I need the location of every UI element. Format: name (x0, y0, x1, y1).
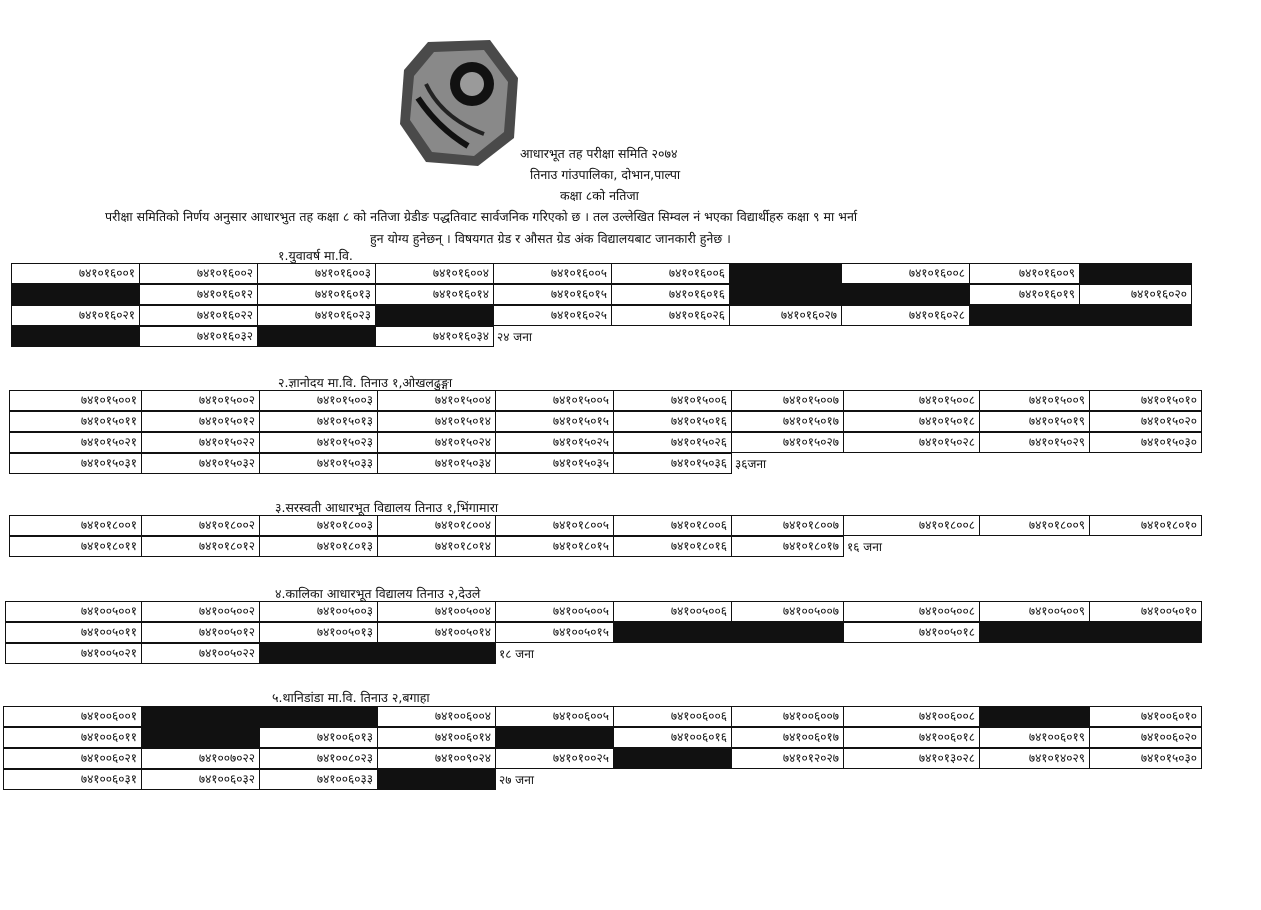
symbol-number-cell: ७४१०१३०२८ (843, 748, 980, 769)
blank-cell (979, 706, 1090, 727)
symbol-number-cell: ७४१०१८००९ (979, 515, 1090, 536)
symbol-number-cell: ७४१०१५०११ (9, 411, 142, 432)
symbol-number-cell: ७४१०१६०१४ (375, 284, 494, 305)
section-title-1: १.युवावर्ष मा.वि. (278, 248, 353, 263)
symbol-number-cell: ७४१०१८०१४ (377, 536, 496, 557)
symbol-number-cell: ७४१०१५०१४ (377, 411, 496, 432)
symbol-number-cell: ७४१०१६००८ (841, 263, 970, 284)
blank-cell (495, 727, 614, 748)
symbol-number-cell: ७४१००६००५ (495, 706, 614, 727)
symbol-number-cell: ७४१००५०१३ (259, 622, 378, 643)
symbol-number-cell: ७४१०१६०२७ (729, 305, 842, 326)
symbol-number-cell: ७४१००८०२३ (259, 748, 378, 769)
section-total: २४ जना (497, 330, 532, 344)
symbol-number-cell: ७४१०१५०१७ (731, 411, 844, 432)
symbol-number-cell: ७४१०१५०३४ (377, 453, 496, 474)
symbol-number-cell: ७४१०१६०१२ (139, 284, 258, 305)
blank-cell (729, 284, 842, 305)
symbol-number-cell: ७४१००५०१२ (141, 622, 260, 643)
symbol-number-cell: ७४१०१५०२९ (979, 432, 1090, 453)
symbol-number-cell: ७४१०१५००९ (979, 390, 1090, 411)
symbol-number-cell: ७४१०१६०१३ (257, 284, 376, 305)
symbol-number-cell: ७४१०१५०१५ (495, 411, 614, 432)
symbol-number-cell: ७४१००५००५ (495, 601, 614, 622)
symbol-number-cell: ७४१०१५००१ (9, 390, 142, 411)
blank-cell (377, 769, 496, 790)
symbol-number-cell: ७४१०१५०१२ (141, 411, 260, 432)
symbol-number-cell: ७४१००५००१ (5, 601, 142, 622)
symbol-number-cell: ७४१०१५०२२ (141, 432, 260, 453)
symbol-number-cell: ७४१०१६००४ (375, 263, 494, 284)
symbol-number-cell: ७४१०१८०११ (9, 536, 142, 557)
symbol-number-cell: ७४१०१६०१६ (611, 284, 730, 305)
blank-cell (613, 748, 732, 769)
symbol-number-cell: ७४१०१५००५ (495, 390, 614, 411)
symbol-number-cell: ७४१०१६०२२ (139, 305, 258, 326)
blank-cell (613, 622, 732, 643)
municipality-name: तिनाउ गांउपालिका, दोभान,पाल्पा (530, 167, 681, 182)
section-total: ३६जना (735, 457, 767, 471)
symbol-number-cell: ७४१००५०१० (1089, 601, 1202, 622)
symbol-number-cell: ७४१०१५०१९ (979, 411, 1090, 432)
symbol-number-cell: ७४१०१६००३ (257, 263, 376, 284)
municipality-seal (398, 38, 520, 168)
symbol-number-cell: ७४१००९०२४ (377, 748, 496, 769)
symbol-number-cell: ७४१००६००४ (377, 706, 496, 727)
symbol-number-cell: ७४१०१८००१ (9, 515, 142, 536)
symbol-number-cell: ७४१००५००३ (259, 601, 378, 622)
notice-line-1: परीक्षा समितिको निर्णय अनुसार आधारभुत तह कक्षा ८ को नतिजा ग्रेडीङ पद्धतिवाट सार्वजनिक गरिएको छ । तल उल्लेखित सिम्वल नं भएका विद्यार्थीहरु कक्षा ९ मा भर्ना (105, 209, 858, 224)
symbol-number-cell: ७४१०१६०२५ (493, 305, 612, 326)
symbol-number-cell: ७४१०१८००२ (141, 515, 260, 536)
result-title: कक्षा ८को नतिजा (560, 188, 639, 203)
symbol-number-cell: ७४१०१५०३१ (9, 453, 142, 474)
symbol-number-cell: ७४१०१५०३० (1089, 748, 1202, 769)
symbol-number-cell: ७४१००५००९ (979, 601, 1090, 622)
symbol-number-cell: ७४१००५०११ (5, 622, 142, 643)
symbol-number-cell: ७४१०१५०१० (1089, 390, 1202, 411)
symbol-number-cell: ७४१००६०२० (1089, 727, 1202, 748)
blank-cell (1089, 622, 1202, 643)
symbol-number-cell: ७४१०१५०३२ (141, 453, 260, 474)
symbol-number-cell: ७४१०१६०२६ (611, 305, 730, 326)
blank-cell (979, 622, 1090, 643)
symbol-number-cell: ७४१०१६००२ (139, 263, 258, 284)
symbol-number-cell: ७४१०१८००३ (259, 515, 378, 536)
symbol-number-cell: ७४१०१६००९ (969, 263, 1080, 284)
symbol-number-cell: ७४१०१५०२८ (843, 432, 980, 453)
symbol-number-cell: ७४१०१००२५ (495, 748, 614, 769)
symbol-number-cell: ७४१००५००२ (141, 601, 260, 622)
symbol-number-cell: ७४१००६०१९ (979, 727, 1090, 748)
symbol-number-cell: ७४१०१६००५ (493, 263, 612, 284)
symbol-number-cell: ७४१०१६०२१ (11, 305, 140, 326)
symbol-number-cell: ७४१०१६००६ (611, 263, 730, 284)
symbol-number-cell: ७४१००६०११ (3, 727, 142, 748)
symbol-number-cell: ७४१०१६०२८ (841, 305, 970, 326)
symbol-number-cell: ७४१०१८०१२ (141, 536, 260, 557)
symbol-number-cell: ७४१०१८००७ (731, 515, 844, 536)
symbol-number-cell: ७४१००६०१४ (377, 727, 496, 748)
symbol-number-cell: ७४१०१६०३२ (139, 326, 258, 347)
symbol-number-cell: ७४१००६०१० (1089, 706, 1202, 727)
symbol-number-cell: ७४१०१६०१५ (493, 284, 612, 305)
symbol-number-cell: ७४१००५०१५ (495, 622, 614, 643)
blank-cell (1079, 305, 1192, 326)
symbol-number-cell: ७४१०१८००४ (377, 515, 496, 536)
symbol-number-cell: ७४१०१४०२९ (979, 748, 1090, 769)
symbol-number-cell: ७४१०१५००७ (731, 390, 844, 411)
symbol-number-cell: ७४१००५००७ (731, 601, 844, 622)
symbol-number-cell: ७४१०१५०३३ (259, 453, 378, 474)
symbol-number-cell: ७४१००५०१४ (377, 622, 496, 643)
blank-cell (141, 727, 260, 748)
section-title-4: ४.कालिका आधारभूत विद्यालय तिनाउ २,देउले (275, 586, 481, 601)
symbol-number-cell: ७४१००७०२२ (141, 748, 260, 769)
symbol-number-cell: ७४१००६००१ (3, 706, 142, 727)
section-title-2: २.ज्ञानोदय मा.वि. तिनाउ १,ओखलढुङ्गा (278, 375, 453, 390)
blank-cell (969, 305, 1080, 326)
blank-cell (11, 326, 140, 347)
symbol-number-cell: ७४१००६००७ (731, 706, 844, 727)
symbol-number-cell: ७४१००५००४ (377, 601, 496, 622)
symbol-number-cell: ७४१०१८००६ (613, 515, 732, 536)
symbol-number-cell: ७४१०१५०३६ (613, 453, 732, 474)
symbol-number-cell: ७४१०१५०२७ (731, 432, 844, 453)
symbol-number-cell: ७४१०१८०१३ (259, 536, 378, 557)
symbol-number-cell: ७४१०१५०२३ (259, 432, 378, 453)
blank-cell (141, 706, 260, 727)
symbol-number-cell: ७४१०१५००६ (613, 390, 732, 411)
symbol-number-cell: ७४१००६००८ (843, 706, 980, 727)
blank-cell (731, 622, 844, 643)
symbol-number-cell: ७४१०१६०३४ (375, 326, 494, 347)
symbol-number-cell: ७४१०१५०३५ (495, 453, 614, 474)
symbol-number-cell: ७४१००६०१६ (613, 727, 732, 748)
symbol-number-cell: ७४१०१६०१९ (969, 284, 1080, 305)
symbol-number-cell: ७४१०१८०१७ (731, 536, 844, 557)
symbol-number-cell: ७४१०१५०१६ (613, 411, 732, 432)
symbol-number-cell: ७४१००५००८ (843, 601, 980, 622)
blank-cell (375, 305, 494, 326)
symbol-number-cell: ७४१००६०१८ (843, 727, 980, 748)
symbol-number-cell: ७४१०१५०२० (1089, 411, 1202, 432)
symbol-number-cell: ७४१००६०३१ (3, 769, 142, 790)
symbol-number-cell: ७४१०१५०२६ (613, 432, 732, 453)
symbol-number-cell: ७४१००५०१८ (843, 622, 980, 643)
symbol-number-cell: ७४१०१५०२१ (9, 432, 142, 453)
symbol-number-cell: ७४१००५००६ (613, 601, 732, 622)
blank-cell (377, 643, 496, 664)
symbol-number-cell: ७४१००६०२१ (3, 748, 142, 769)
symbol-number-cell: ७४१०१५०१३ (259, 411, 378, 432)
blank-cell (259, 706, 378, 727)
symbol-number-cell: ७४१०१८००५ (495, 515, 614, 536)
symbol-number-cell: ७४१०१८०१६ (613, 536, 732, 557)
section-total: २७ जना (499, 773, 534, 787)
symbol-number-cell: ७४१००५०२१ (5, 643, 142, 664)
symbol-number-cell: ७४१००५०२२ (141, 643, 260, 664)
notice-line-2: हुन योग्य हुनेछन् । विषयगत ग्रेड र औसत ग्रेड अंक विद्यालयबाट जानकारी हुनेछ । (370, 231, 731, 246)
symbol-number-cell: ७४१००६००६ (613, 706, 732, 727)
notice-paragraph (105, 206, 1145, 250)
symbol-number-cell: ७४१००६०१३ (259, 727, 378, 748)
section-title-5: ५.थानिडांडा मा.वि. तिनाउ २,बगाहा (272, 690, 430, 705)
section-title-3: ३.सरस्वती आधारभूत विद्यालय तिनाउ १,भिंगामारा (275, 500, 499, 515)
symbol-number-cell: ७४१०१८००८ (843, 515, 980, 536)
symbol-number-cell: ७४१००६०३३ (259, 769, 378, 790)
symbol-number-cell: ७४१०१५००४ (377, 390, 496, 411)
symbol-number-cell: ७४१०१८०१५ (495, 536, 614, 557)
symbol-number-cell: ७४१०१६०२० (1079, 284, 1192, 305)
symbol-number-cell: ७४१०१६००१ (11, 263, 140, 284)
symbol-number-cell: ७४१०१५०३० (1089, 432, 1202, 453)
blank-cell (841, 284, 970, 305)
blank-cell (729, 263, 842, 284)
section-total: १६ जना (847, 540, 882, 554)
blank-cell (11, 284, 140, 305)
symbol-number-cell: ७४१०१८०१० (1089, 515, 1202, 536)
committee-title: आधारभूत तह परीक्षा समिति २०७४ (520, 146, 678, 161)
symbol-number-cell: ७४१०१५००८ (843, 390, 980, 411)
symbol-number-cell: ७४१००६०१७ (731, 727, 844, 748)
blank-cell (1079, 263, 1192, 284)
symbol-number-cell: ७४१०१५००३ (259, 390, 378, 411)
symbol-number-cell: ७४१०१५०२४ (377, 432, 496, 453)
symbol-number-cell: ७४१०१५००२ (141, 390, 260, 411)
symbol-number-cell: ७४१००६०३२ (141, 769, 260, 790)
symbol-number-cell: ७४१०१६०२३ (257, 305, 376, 326)
symbol-number-cell: ७४१०१२०२७ (731, 748, 844, 769)
symbol-number-cell: ७४१०१५०१८ (843, 411, 980, 432)
section-total: १८ जना (499, 647, 534, 661)
blank-cell (259, 643, 378, 664)
symbol-number-cell: ७४१०१५०२५ (495, 432, 614, 453)
blank-cell (257, 326, 376, 347)
